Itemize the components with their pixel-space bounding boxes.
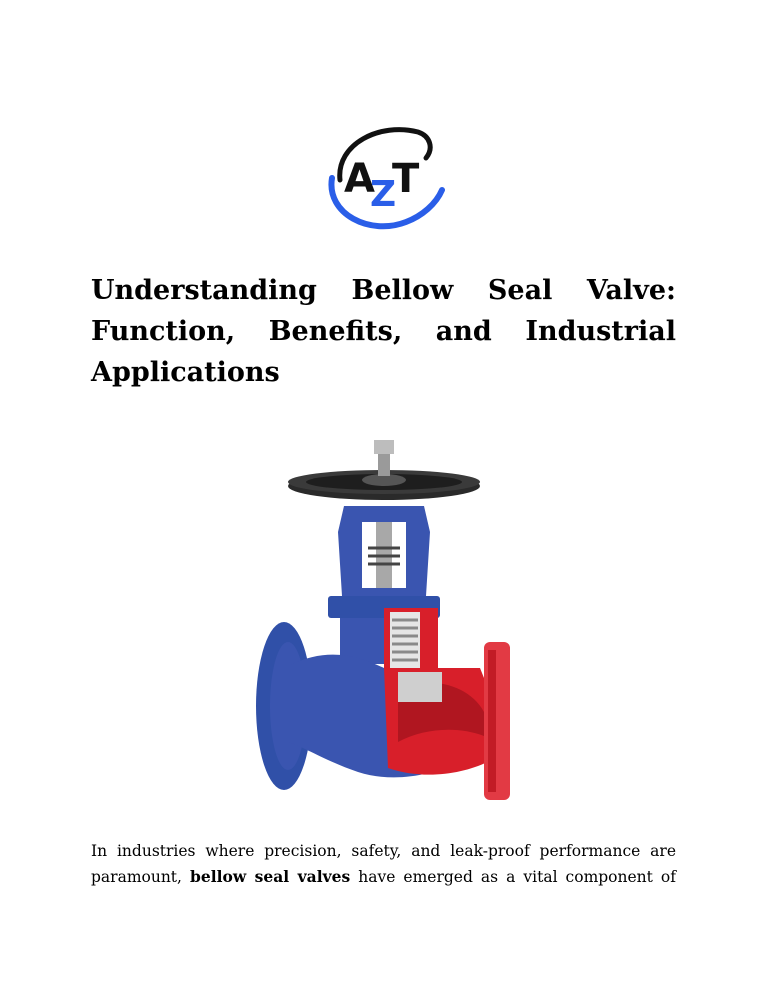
bellow-seal-valve-image [248,436,534,806]
svg-text:Z: Z [370,174,397,215]
intro-paragraph [91,838,676,890]
title-line-3: Applications [91,357,280,388]
valve-illustration [248,436,534,806]
paragraph-line-2-start: paramount, [91,868,182,886]
svg-text:A: A [344,156,375,202]
bellow-seal-valves-term: bellow seal valves [190,867,351,886]
azt-logo-graphic [322,118,446,234]
title-line-1: Understanding Bellow Seal Valve: [91,275,676,306]
title-line-2: Function, Benefits, and Industrial [91,316,676,347]
paragraph-line-1: In industries where precision, safety, and leak-proof performance are [91,842,676,860]
azt-logo [322,118,446,234]
svg-text:T: T [392,156,420,202]
document-title [91,270,676,393]
paragraph-line-2-end: have emerged as a vital component of [358,868,676,886]
paragraph-line-2 [91,864,676,890]
